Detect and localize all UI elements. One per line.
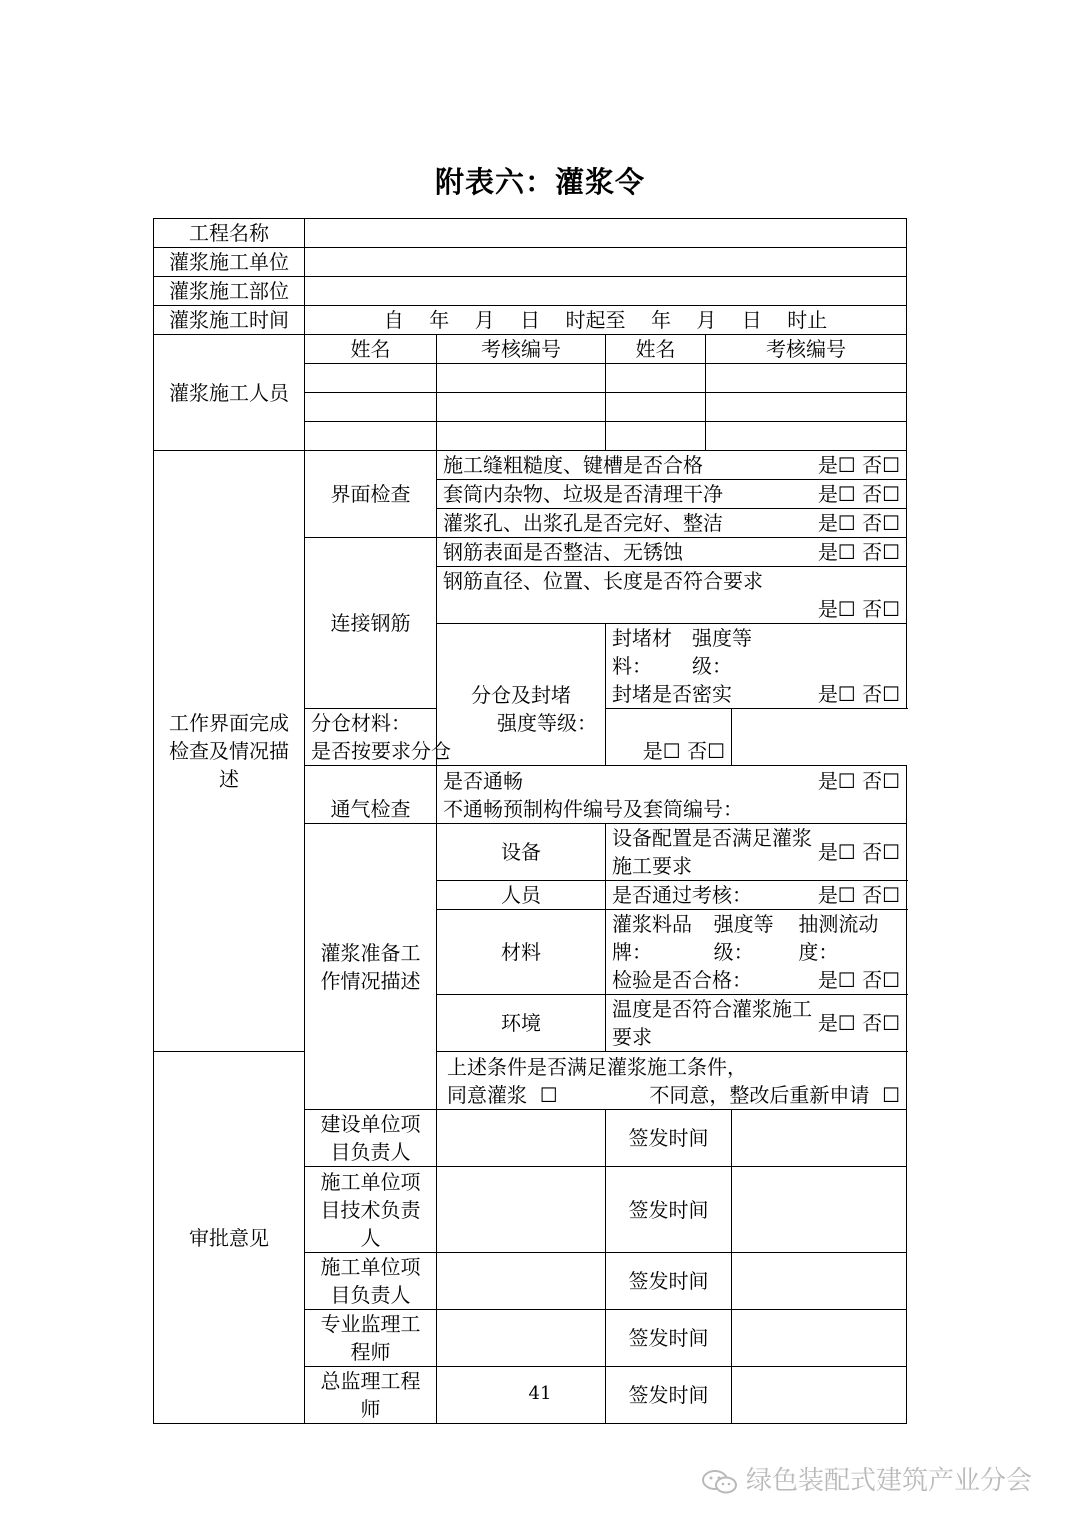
strength-grade-label: 强度等级： [692,626,753,678]
col-name-header: 姓名 [305,335,437,364]
personnel-code-cell[interactable] [706,364,907,393]
equipment-label: 设备 [437,824,606,881]
rebar-item: 钢筋直径、位置、长度是否符合要求 [443,569,763,593]
personnel-name-cell[interactable] [606,364,706,393]
sign-time-label: 签发时间 [606,1167,732,1253]
approval-label: 审批意见 [154,1052,305,1424]
page-title: 附表六：灌浆令 [434,165,645,199]
material-label: 材料 [437,910,606,995]
signer-label: 建设单位项目负责人 [305,1110,437,1167]
staff-label: 人员 [437,881,606,910]
prep-label: 灌浆准备工作情况描述 [305,824,437,1110]
construction-part-label: 灌浆施工部位 [154,277,305,306]
yes-no-checkbox[interactable]: 是☐ 否☐ [817,482,901,506]
watermark [700,1460,1032,1497]
construction-time-label: 灌浆施工时间 [154,306,305,335]
personnel-code-cell[interactable] [706,393,907,422]
watermark-text: 绿色装配式建筑产业分会 [746,1466,1033,1496]
col-code-header: 考核编号 [706,335,907,364]
personnel-code-cell[interactable] [437,364,606,393]
grouting-order-table [153,218,907,1424]
sign-time-label: 签发时间 [606,1310,732,1367]
vent-item: 是否通畅 [443,768,523,793]
yes-no-checkbox[interactable]: 是☐ 否☐ [817,453,901,477]
construction-unit-label: 灌浆施工单位 [154,248,305,277]
signature-field[interactable] [437,1253,606,1310]
personnel-name-cell[interactable] [305,393,437,422]
interface-item: 施工缝粗糙度、键槽是否合格 [443,453,703,477]
sign-time-label: 签发时间 [606,1367,732,1424]
signature-field[interactable] [437,1110,606,1167]
construction-part-field[interactable] [305,277,907,306]
wechat-icon [700,1468,740,1496]
agree-checkbox[interactable]: 同意灌浆 ☐ [447,1082,558,1107]
personnel-code-cell[interactable] [437,422,606,451]
partition-material-label: 分仓材料： [311,711,411,735]
interface-item: 灌浆孔、出浆孔是否完好、整洁 [443,511,723,535]
signature-field[interactable] [437,1167,606,1253]
col-name-header: 姓名 [606,335,706,364]
approval-condition: 上述条件是否满足灌浆施工条件， [447,1054,747,1079]
environment-label: 环境 [437,995,606,1052]
yes-no-checkbox[interactable]: 是☐ 否☐ [817,968,901,992]
signer-label: 施工单位项目技术负责人 [305,1167,437,1253]
yes-no-checkbox[interactable]: 是☐ 否☐ [817,597,901,621]
yes-no-checkbox[interactable]: 是☐ 否☐ [817,682,901,706]
interface-item: 套筒内杂物、垃圾是否清理干净 [443,482,723,506]
signer-label: 施工单位项目负责人 [305,1253,437,1310]
page-number: 41 [528,1383,552,1404]
construction-unit-field[interactable] [305,248,907,277]
signer-label: 总监理工程师 [305,1367,437,1424]
personnel-label: 灌浆施工人员 [154,335,305,451]
vent-check-label: 通气检查 [305,766,437,824]
construction-time-field[interactable]: 自 年 月 日 时起至 年 月 日 时止 [305,306,907,335]
yes-no-checkbox[interactable]: 是☐ 否☐ [817,883,901,907]
material-brand-label: 灌浆料品牌： [612,912,692,964]
material-strength-label: 强度等级： [713,912,774,964]
yes-no-checkbox[interactable]: 是☐ 否☐ [817,840,901,864]
sign-time-field[interactable] [732,1110,907,1167]
environment-item: 温度是否符合灌浆施工要求 [612,997,812,1049]
disagree-checkbox[interactable]: 不同意，整改后重新申请 ☐ [649,1082,901,1107]
sign-time-field[interactable] [732,1253,907,1310]
yes-no-checkbox[interactable]: 是☐ 否☐ [817,511,901,535]
col-code-header: 考核编号 [437,335,606,364]
partition-item: 是否按要求分仓 [311,739,451,763]
personnel-name-cell[interactable] [305,422,437,451]
sealing-label: 分仓及封堵 [437,624,606,766]
signature-field[interactable] [437,1310,606,1367]
project-name-field[interactable] [305,219,907,248]
interface-check-label: 界面检查 [305,451,437,538]
sign-time-field[interactable] [732,1167,907,1253]
project-name-label: 工程名称 [154,219,305,248]
personnel-name-cell[interactable] [606,393,706,422]
yes-no-checkbox[interactable]: 是☐ 否☐ [817,540,901,564]
sign-time-label: 签发时间 [606,1110,732,1167]
signer-label: 专业监理工程师 [305,1310,437,1367]
strength-grade-label: 强度等级： [497,711,597,735]
yes-no-checkbox[interactable]: 是☐ 否☐ [642,739,725,763]
personnel-code-cell[interactable] [706,422,907,451]
personnel-name-cell[interactable] [305,364,437,393]
seal-material-label: 封堵材料： [612,626,672,678]
material-fluidity-label: 抽测流动度： [798,912,879,964]
staff-item: 是否通过考核： [612,883,752,907]
yes-no-checkbox[interactable]: 是☐ 否☐ [817,1011,901,1035]
rebar-label: 连接钢筋 [305,538,437,709]
personnel-code-cell[interactable] [437,393,606,422]
equipment-item: 设备配置是否满足灌浆施工要求 [612,826,812,878]
sign-time-label: 签发时间 [606,1253,732,1310]
material-inspection-label: 检验是否合格： [612,968,752,992]
seal-tight-item: 封堵是否密实 [612,682,732,706]
personnel-name-cell[interactable] [606,422,706,451]
work-check-label: 工作界面完成检查及情况描述 [154,451,305,1052]
yes-no-checkbox[interactable]: 是☐ 否☐ [817,768,901,793]
vent-blocked-note: 不通畅预制构件编号及套筒编号： [443,796,743,821]
sign-time-field[interactable] [732,1310,907,1367]
rebar-item: 钢筋表面是否整洁、无锈蚀 [443,540,683,564]
